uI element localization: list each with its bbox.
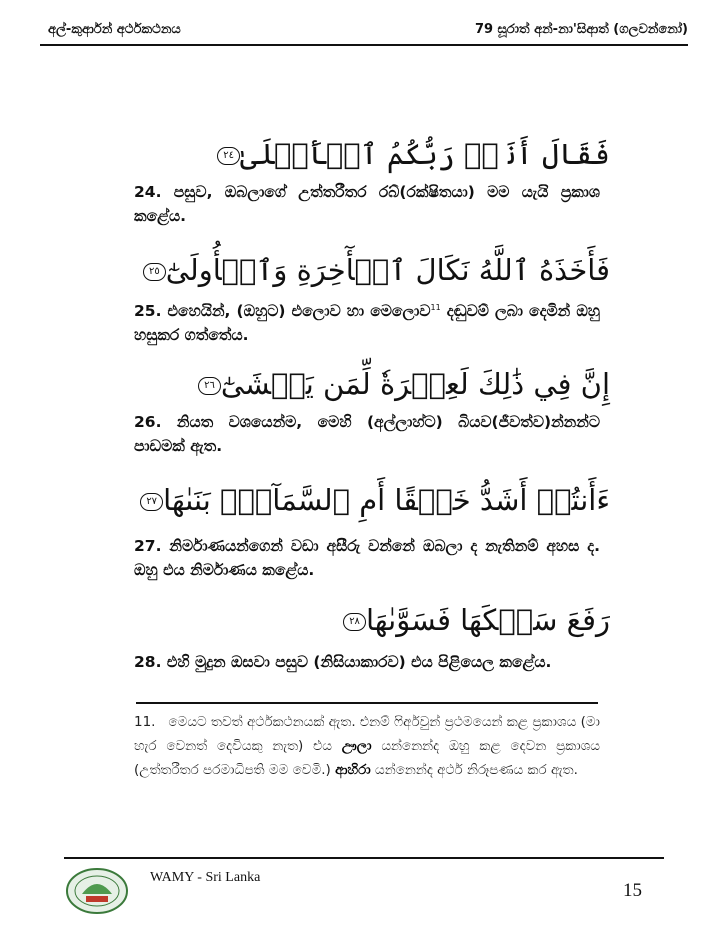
- page-number: 15: [623, 880, 642, 901]
- footnote-text: යන්නෙන්ද ඔහු කළ දෙවන ප්‍රකාශය (උත්තරීතර පරමාධිපති මම වෙමි.): [134, 738, 600, 778]
- arabic-text: إِنَّ فِي ذَٰلِكَ لَعِبۡرَةٗ لِّمَن يَخۡشَىٰٓ: [220, 367, 610, 401]
- arabic-text: رَفَعَ سَمۡكَهَا فَسَوَّىٰهَا: [365, 603, 610, 637]
- book-title: අල්-කුර්ආන් අර්ථකථනය: [48, 22, 181, 37]
- arabic-verse-28: [333, 603, 610, 637]
- header-divider: [40, 44, 688, 46]
- footer-divider: [64, 857, 664, 859]
- footnote-number: 11.: [134, 714, 156, 730]
- arabic-text: فَقَالَ أَنَا۠ رَبُّكُمُ ٱلۡأَعۡلَىٰ: [240, 137, 610, 171]
- arabic-verse-26: [188, 367, 610, 401]
- footnote-text: මෙයට තවත් අර්ථකථනයක් ඇත. එනම් ෆිර්අවුන් ප්‍රථමයෙන් කළ ප්‍රකාශය (මා හැර වෙනත් දෙවියකු නැත) එය: [134, 714, 600, 754]
- footnote-reference: 11: [430, 303, 441, 312]
- arabic-verse-27: [130, 483, 610, 517]
- footnote-term: ආහිරා: [335, 762, 371, 778]
- footnote-term: ඌලා: [341, 738, 372, 754]
- ayah-marker: ٢٦: [198, 377, 221, 395]
- ayah-marker: ٢٧: [140, 493, 163, 511]
- translation-verse-26: 26. නියත වශයෙන්ම, මෙහි (අල්ලාහ්ට) බියව(ජීවත්ව)න්නන්ට පාඩමක් ඇත.: [134, 413, 600, 455]
- arabic-text: فَأَخَذَهُ ٱللَّهُ نَكَالَ ٱلۡأٓخِرَةِ وَٱلۡأُولَىٰٓ: [165, 253, 610, 287]
- footnote-divider: [136, 702, 598, 704]
- footer-organization: WAMY - Sri Lanka: [150, 870, 261, 885]
- surah-title: 79 සූරාත් අන්-නා'සිආත් (ගලවන්නෝ): [474, 22, 688, 37]
- translation-verse-24: 24. පසුව, ඔබලාගේ උත්තරීතර රබ්(රක්ෂිතයා) මම යැයි ප්‍රකාශ කළේය.: [134, 183, 600, 225]
- ayah-marker: ٢٤: [217, 147, 240, 165]
- arabic-verse-24: [207, 137, 610, 171]
- arabic-text: ءَأَنتُمۡ أَشَدُّ خَلۡقًا أَمِ ٱلسَّمَآءُۚ بَنَىٰهَا: [163, 483, 610, 517]
- wamy-logo: [64, 866, 130, 916]
- ayah-marker: ٢٨: [343, 613, 366, 631]
- page-header: [40, 18, 688, 46]
- translation-text: දඬුවම් ලබා දෙමින් ඔහු හසුකර ගත්තේය.: [134, 302, 601, 345]
- translation-verse-25: [134, 296, 600, 347]
- footnote-text: යන්නෙන්ද අර්ථ නිරූපණය කර ඇත.: [375, 762, 578, 778]
- arabic-verse-25: [133, 253, 610, 287]
- ayah-marker: ٢٥: [143, 263, 166, 281]
- translation-verse-28: 28. එහි මුදුන ඔසවා පසුව (නිසියාකාරව) එය පිළියෙල කළේය.: [134, 653, 552, 671]
- translation-text: 25. එහෙයින්, (ඔහුට) එලොව හා මෙලොව: [134, 302, 431, 321]
- translation-verse-27: 27. නිර්මාණයන්ගෙන් වඩා අසීරු වන්නේ ඔබලා ද නැතිනම් අහස ද. ඔහු එය නිර්මාණය කළේය.: [134, 537, 600, 579]
- footnote: [134, 710, 600, 782]
